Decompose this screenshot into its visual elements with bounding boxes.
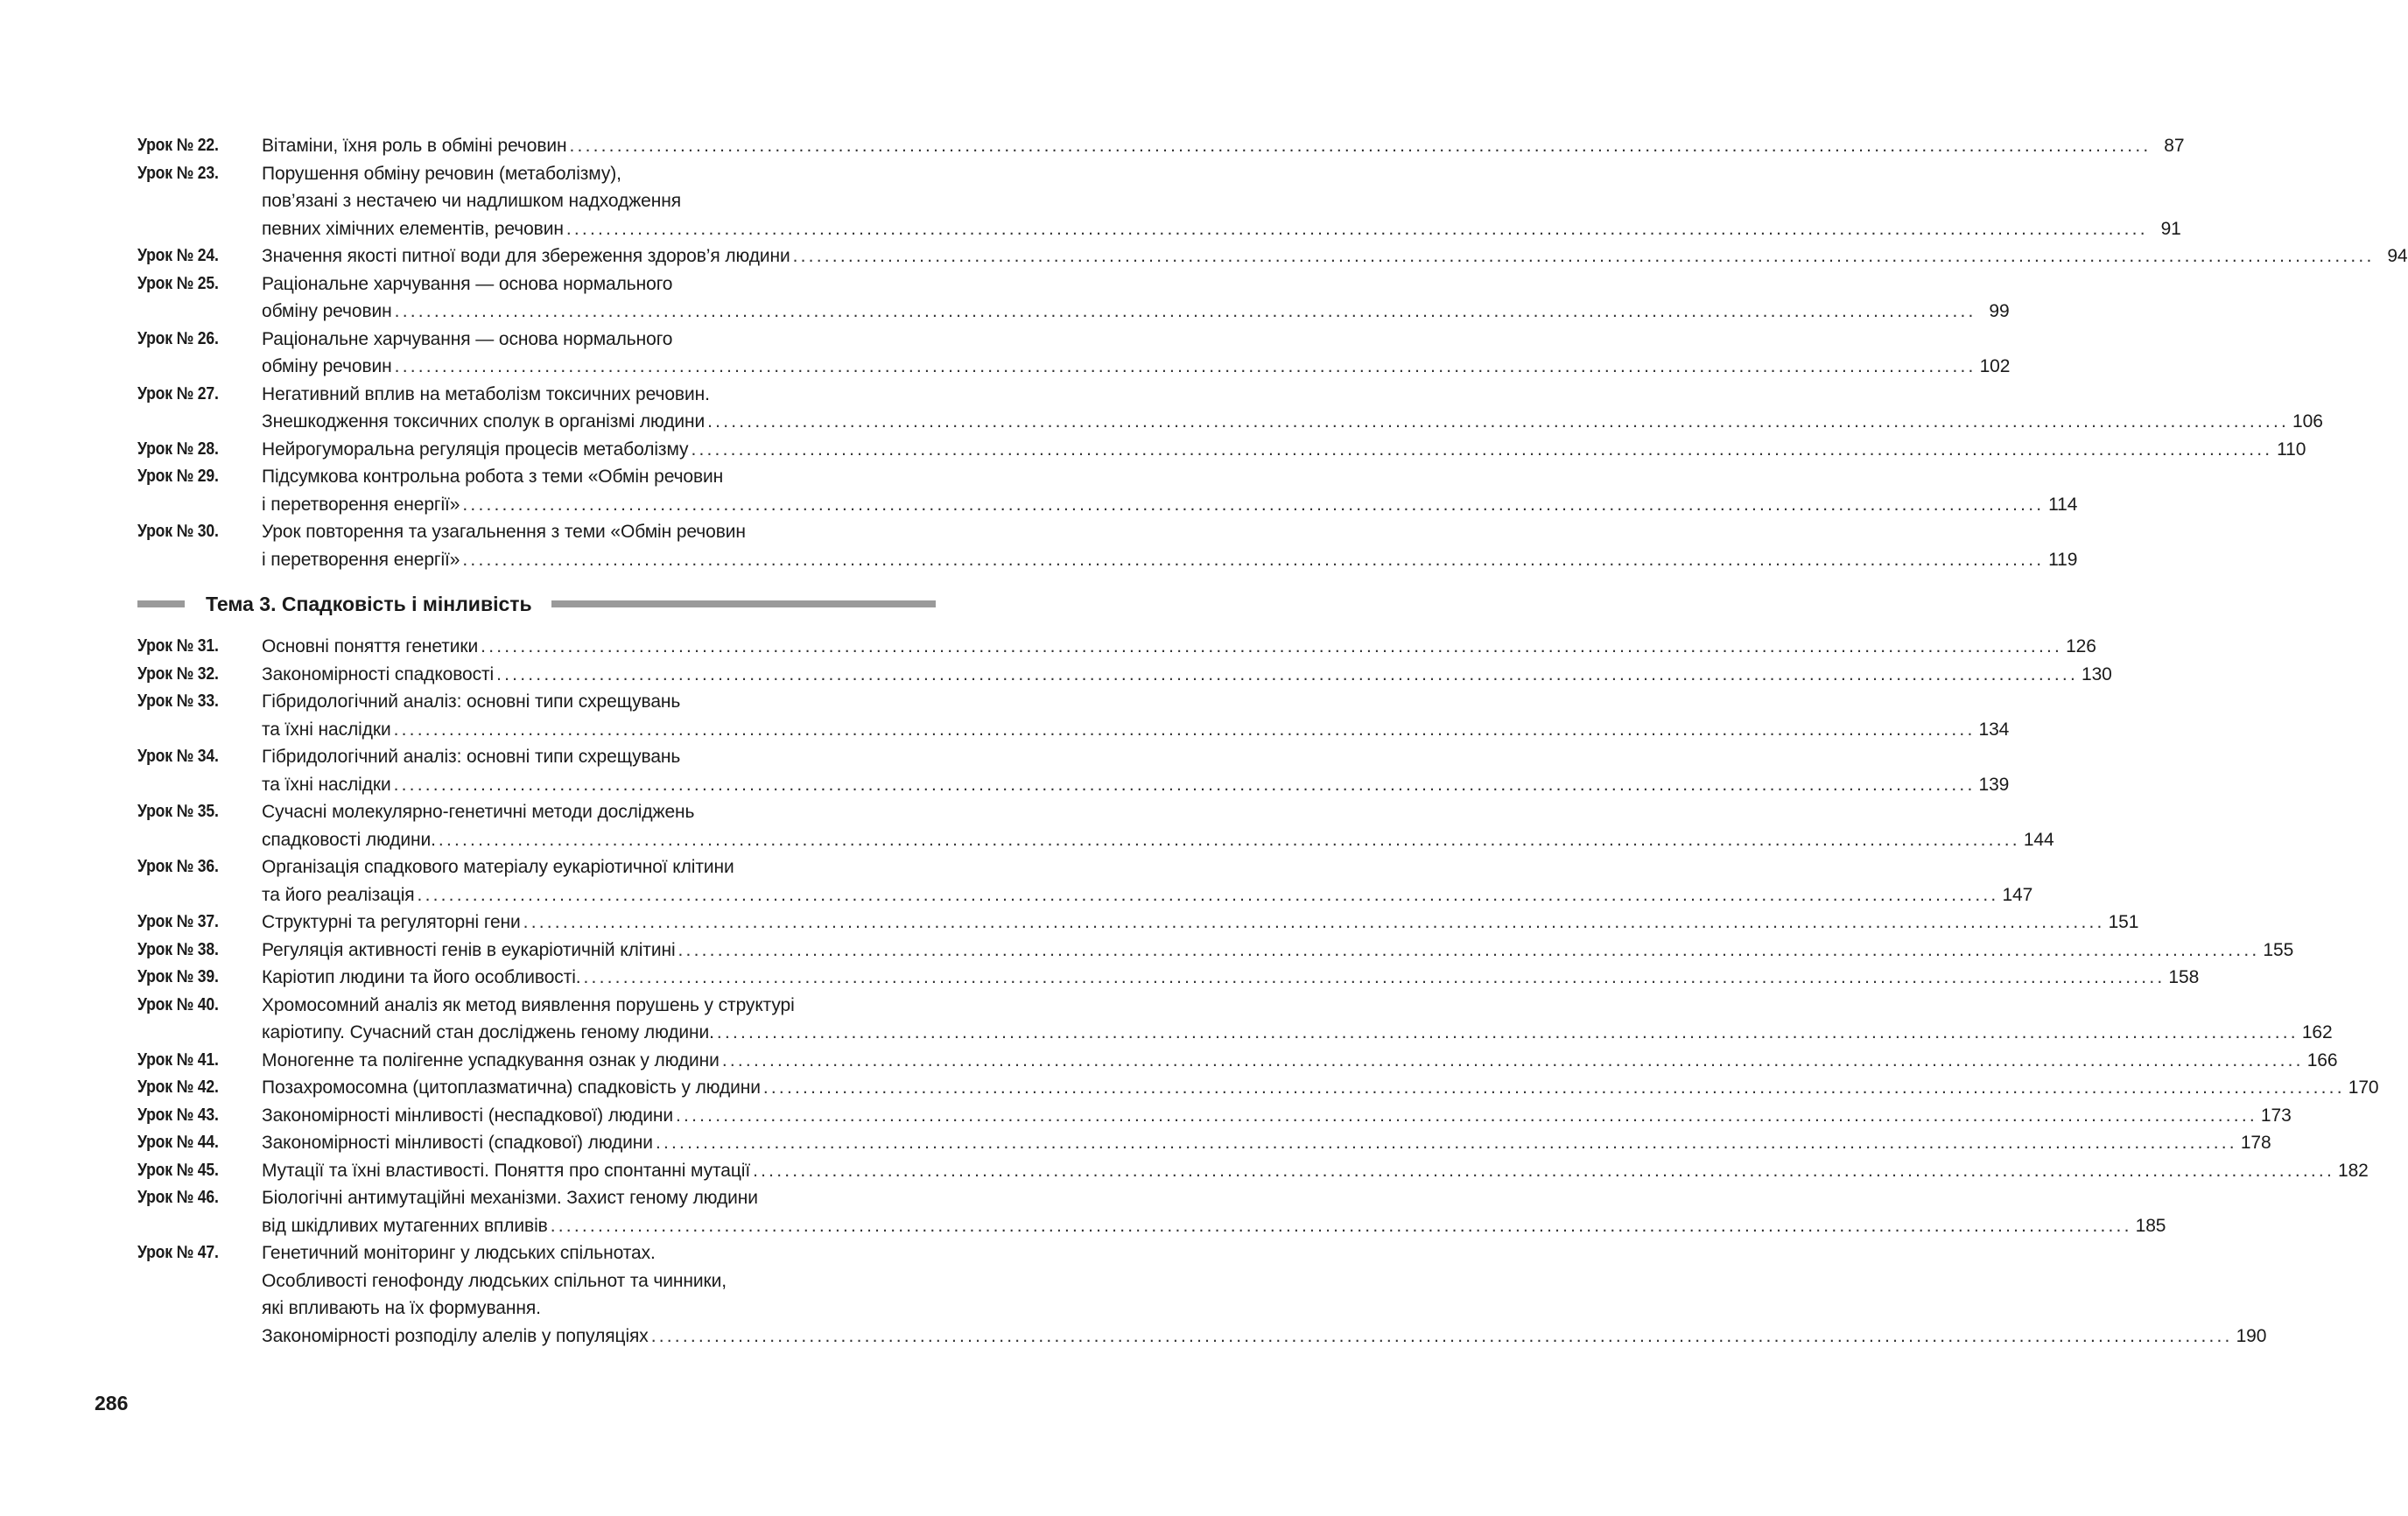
dot-leader: ........................................................................................................................................................................................................ (462, 494, 2045, 515)
page-ref: 134 (1978, 719, 2010, 740)
lesson-label: Урок № 45. (137, 1160, 219, 1180)
lesson-label: Урок № 43. (137, 1105, 219, 1125)
dot-leader: ........................................................................................................................................................................................................ (677, 939, 2260, 960)
title-last-line (262, 1323, 2266, 1351)
title-text: Закономірності розподілу алелів у популяціях (262, 1325, 649, 1346)
lesson-list-theme-2 (137, 132, 2408, 573)
title-line: Гібридологічний аналіз: основні типи схрещувань (262, 747, 681, 767)
page-ref: 94 (2387, 246, 2408, 266)
title-last-line (262, 826, 2054, 854)
title-text: та їхні наслідки (262, 719, 391, 740)
toc-entry (137, 242, 2408, 270)
title-last-line (262, 881, 2032, 909)
dot-leader: ........................................................................................................................................................................................................ (792, 246, 2375, 266)
toc-entry (137, 909, 2139, 937)
lesson-label: Урок № 29. (137, 467, 219, 486)
lesson-label: Урок № 28. (137, 439, 219, 459)
title-line: Біологічні антимутаційні механізми. Захист геному людини (262, 1188, 758, 1208)
dot-leader: ........................................................................................................................................................................................................ (462, 549, 2045, 570)
page-ref: 126 (2066, 636, 2096, 656)
lesson-title (262, 1129, 2271, 1157)
title-line: які впливають на їх формування. (262, 1298, 541, 1318)
title-last-line (262, 1074, 2379, 1102)
page-number: 286 (95, 1392, 129, 1414)
title-last-line (262, 436, 2306, 464)
page-ref: 162 (2301, 1022, 2333, 1042)
title-line: Хромосомний аналіз як метод виявлення порушень у структурі (262, 994, 795, 1015)
dot-leader: ........................................................................................................................................................................................................ (569, 136, 2152, 156)
page-ref: 185 (2135, 1215, 2166, 1236)
dot-leader: ........................................................................................................................................................................................................ (438, 829, 2020, 850)
title-last-line (262, 298, 2010, 326)
lesson-list-theme-3 (137, 633, 2379, 1350)
title-text: і перетворення енергії» (262, 494, 460, 515)
title-last-line (262, 633, 2096, 661)
lesson-label: Урок № 24. (137, 246, 219, 265)
lesson-label: Урок № 37. (137, 912, 219, 931)
page-ref: 87 (2164, 136, 2185, 156)
lesson-label: Урок № 27. (137, 383, 219, 404)
lesson-label: Урок № 38. (137, 939, 219, 959)
title-last-line (262, 964, 2199, 992)
title-line: Організація спадкового матеріалу еукаріотичної клітини (262, 857, 734, 877)
dot-leader: ........................................................................................................................................................................................................ (650, 1325, 2233, 1346)
lesson-title (262, 964, 2199, 992)
lesson-title (262, 909, 2138, 937)
title-line: Порушення обміну речовин (метаболізму), (262, 163, 621, 184)
page-ref: 106 (2292, 411, 2323, 432)
title-line: Раціональне харчування — основа нормального (262, 273, 673, 294)
title-last-line (262, 771, 2009, 799)
page-ref: 178 (2240, 1133, 2271, 1153)
title-last-line (262, 1019, 2333, 1047)
lesson-label: Урок № 31. (137, 636, 219, 656)
dot-leader: ........................................................................................................................................................................................................ (393, 719, 1976, 740)
lesson-label: Урок № 42. (137, 1077, 219, 1097)
toc-entry (137, 270, 2010, 326)
lesson-title (262, 743, 2009, 798)
lesson-label: Урок № 22. (137, 136, 219, 155)
page-ref: 155 (2263, 939, 2294, 960)
page-ref: 151 (2108, 912, 2139, 932)
toc-entry (137, 798, 2054, 853)
lesson-label: Урок № 39. (137, 967, 219, 986)
page-ref: 166 (2306, 1049, 2338, 1070)
title-text: від шкідливих мутагенних впливів (262, 1215, 548, 1236)
dot-leader: ........................................................................................................................................................................................................ (565, 218, 2148, 239)
title-text: Каріотип людини та його особливості. (262, 967, 581, 987)
dot-leader: ........................................................................................................................................................................................................ (707, 411, 2290, 432)
lesson-label: Урок № 30. (137, 522, 219, 541)
toc-entry (137, 1102, 2292, 1130)
lesson-title (262, 633, 2096, 661)
title-text: Закономірності спадковості (262, 663, 495, 684)
page-ref: 110 (2277, 439, 2306, 460)
lesson-title (262, 326, 2010, 381)
title-line: пов’язані з нестачею чи надлишком надходження (262, 191, 681, 211)
lesson-label: Урок № 47. (137, 1243, 219, 1262)
page-ref: 147 (2002, 884, 2033, 905)
title-line: Особливості генофонду людських спільнот та чинники, (262, 1270, 727, 1291)
page-ref: 114 (2048, 494, 2078, 515)
dot-leader: ........................................................................................................................................................................................................ (417, 884, 1999, 905)
toc-entry (137, 688, 2010, 743)
title-text: певних хімічних елементів, речовин (262, 218, 564, 239)
title-text: Регуляція активності генів в еукаріотичній клітині (262, 939, 676, 960)
lesson-title (262, 937, 2293, 965)
lesson-title (262, 1047, 2337, 1075)
title-last-line (262, 353, 2010, 381)
toc-entry (137, 463, 2078, 518)
lesson-title (262, 518, 2077, 573)
table-of-contents (137, 132, 2408, 1350)
title-line: Підсумкова контрольна робота з теми «Обмін речовин (262, 467, 724, 487)
toc-entry (137, 381, 2323, 436)
toc-entry (137, 661, 2112, 689)
title-text: та їхні наслідки (262, 774, 391, 795)
heading-bar-right (551, 600, 936, 607)
page-ref: 91 (2160, 218, 2181, 239)
toc-entry (137, 1184, 2166, 1239)
title-last-line (262, 1212, 2166, 1240)
lesson-title (262, 381, 2323, 436)
lesson-title (262, 270, 2010, 326)
title-last-line (262, 408, 2323, 436)
toc-entry (137, 633, 2096, 661)
title-text: Закономірності мінливості (неспадкової) людини (262, 1105, 674, 1126)
page-ref: 102 (1979, 356, 2011, 376)
dot-leader: ........................................................................................................................................................................................................ (721, 1049, 2304, 1070)
title-last-line (262, 716, 2009, 744)
lesson-label: Урок № 44. (137, 1133, 219, 1152)
lesson-label: Урок № 34. (137, 747, 219, 766)
toc-entry (137, 518, 2078, 573)
title-last-line (262, 937, 2293, 965)
lesson-title (262, 1239, 2266, 1350)
lesson-title (262, 160, 2181, 243)
title-text: Вітаміни, їхня роль в обміні речовин (262, 136, 567, 156)
toc-entry (137, 160, 2181, 243)
title-text: каріотипу. Сучасний стан досліджень геному людини. (262, 1022, 714, 1042)
lesson-label: Урок № 46. (137, 1188, 219, 1207)
page-ref: 158 (2168, 967, 2200, 987)
toc-entry (137, 992, 2333, 1047)
title-text: Структурні та регуляторні гени (262, 912, 521, 932)
title-line: Генетичний моніторинг у людських спільнотах. (262, 1243, 656, 1263)
title-text: Мутації та їхні властивості. Поняття про спонтанні мутації (262, 1160, 751, 1181)
title-last-line (262, 1102, 2292, 1130)
title-line: Урок повторення та узагальнення з теми «Обмін речовин (262, 522, 746, 542)
title-last-line (262, 242, 2408, 270)
toc-entry (137, 853, 2033, 909)
dot-leader: ........................................................................................................................................................................................................ (716, 1022, 2299, 1042)
topic-title: Тема 3. Спадковість і мінливість (206, 592, 532, 615)
title-last-line (262, 909, 2138, 937)
dot-leader: ........................................................................................................................................................................................................ (691, 439, 2273, 460)
lesson-title (262, 242, 2408, 270)
page-ref: 99 (1989, 301, 2010, 321)
lesson-title (262, 1157, 2369, 1185)
title-last-line (262, 1047, 2337, 1075)
lesson-title (262, 463, 2077, 518)
toc-entry (137, 937, 2294, 965)
dot-leader: ........................................................................................................................................................................................................ (394, 301, 1976, 321)
title-text: обміну речовин (262, 301, 392, 321)
heading-bar-left (137, 600, 185, 607)
lesson-label: Урок № 25. (137, 273, 219, 293)
lesson-title (262, 1102, 2292, 1130)
lesson-title (262, 661, 2112, 689)
toc-entry (137, 1047, 2338, 1075)
title-text: Основні поняття генетики (262, 636, 479, 656)
page-ref: 182 (2338, 1160, 2369, 1181)
dot-leader: ........................................................................................................................................................................................................ (762, 1077, 2345, 1098)
dot-leader: ........................................................................................................................................................................................................ (753, 1160, 2335, 1181)
title-line: Негативний вплив на метаболізм токсичних речовин. (262, 383, 710, 404)
title-line: Сучасні молекулярно-генетичні методи досліджень (262, 802, 695, 822)
lesson-title (262, 436, 2306, 464)
toc-entry (137, 743, 2010, 798)
title-line: Раціональне харчування — основа нормального (262, 328, 673, 349)
lesson-label: Урок № 26. (137, 328, 219, 348)
title-last-line (262, 661, 2112, 689)
toc-entry (137, 1157, 2369, 1185)
dot-leader: ........................................................................................................................................................................................................ (676, 1105, 2257, 1126)
page-ref: 170 (2348, 1077, 2379, 1098)
dot-leader: ........................................................................................................................................................................................................ (393, 774, 1976, 795)
page-ref: 119 (2048, 549, 2078, 570)
lesson-label: Урок № 32. (137, 663, 219, 684)
title-text: спадковості людини. (262, 829, 436, 850)
lesson-label: Урок № 40. (137, 994, 219, 1014)
title-text: Закономірності мінливості (спадкової) людини (262, 1133, 653, 1153)
title-line: Гібридологічний аналіз: основні типи схрещувань (262, 691, 681, 712)
title-last-line (262, 215, 2181, 243)
page-ref: 130 (2082, 663, 2112, 684)
lesson-title (262, 688, 2009, 743)
dot-leader: ........................................................................................................................................................................................................ (496, 663, 2079, 684)
title-text: та його реалізація (262, 884, 415, 905)
lesson-title (262, 853, 2032, 909)
toc-entry (137, 1129, 2271, 1157)
lesson-title (262, 1074, 2379, 1102)
title-text: Знешкодження токсичних сполук в організмі людини (262, 411, 706, 432)
dot-leader: ........................................................................................................................................................................................................ (583, 967, 2166, 987)
title-text: Позахромосомна (цитоплазматична) спадковість у людини (262, 1077, 761, 1098)
dot-leader: ........................................................................................................................................................................................................ (550, 1215, 2132, 1236)
toc-entry (137, 1074, 2379, 1102)
title-text: Моногенне та полігенне успадкування ознак у людини (262, 1049, 720, 1070)
lesson-label: Урок № 23. (137, 163, 219, 183)
lesson-label: Урок № 33. (137, 691, 219, 711)
title-last-line (262, 491, 2077, 519)
topic-heading (137, 582, 936, 626)
title-last-line (262, 1157, 2369, 1185)
title-text: Значення якості питної води для збереження здоров’я людини (262, 246, 790, 266)
dot-leader: ........................................................................................................................................................................................................ (655, 1133, 2237, 1153)
title-last-line (262, 1129, 2271, 1157)
title-last-line (262, 132, 2184, 160)
page-ref: 190 (2236, 1325, 2267, 1346)
lesson-label: Урок № 35. (137, 802, 219, 821)
lesson-title (262, 992, 2333, 1047)
lesson-title (262, 132, 2184, 160)
dot-leader: ........................................................................................................................................................................................................ (394, 356, 1976, 376)
dot-leader: ........................................................................................................................................................................................................ (523, 912, 2105, 932)
page-ref: 144 (2023, 829, 2054, 850)
page-ref: 139 (1978, 774, 2010, 795)
toc-entry (137, 326, 2011, 381)
title-text: і перетворення енергії» (262, 549, 460, 570)
lesson-title (262, 1184, 2166, 1239)
dot-leader: ........................................................................................................................................................................................................ (481, 636, 2063, 656)
lesson-title (262, 798, 2054, 853)
lesson-label: Урок № 36. (137, 857, 219, 876)
toc-entry (137, 1239, 2267, 1350)
lesson-label: Урок № 41. (137, 1049, 219, 1070)
toc-entry (137, 132, 2185, 160)
title-text: обміну речовин (262, 356, 392, 376)
title-text: Нейрогуморальна регуляція процесів метаболізму (262, 439, 689, 460)
page-ref: 173 (2260, 1105, 2292, 1126)
title-last-line (262, 546, 2077, 574)
toc-entry (137, 964, 2200, 992)
toc-entry (137, 436, 2306, 464)
